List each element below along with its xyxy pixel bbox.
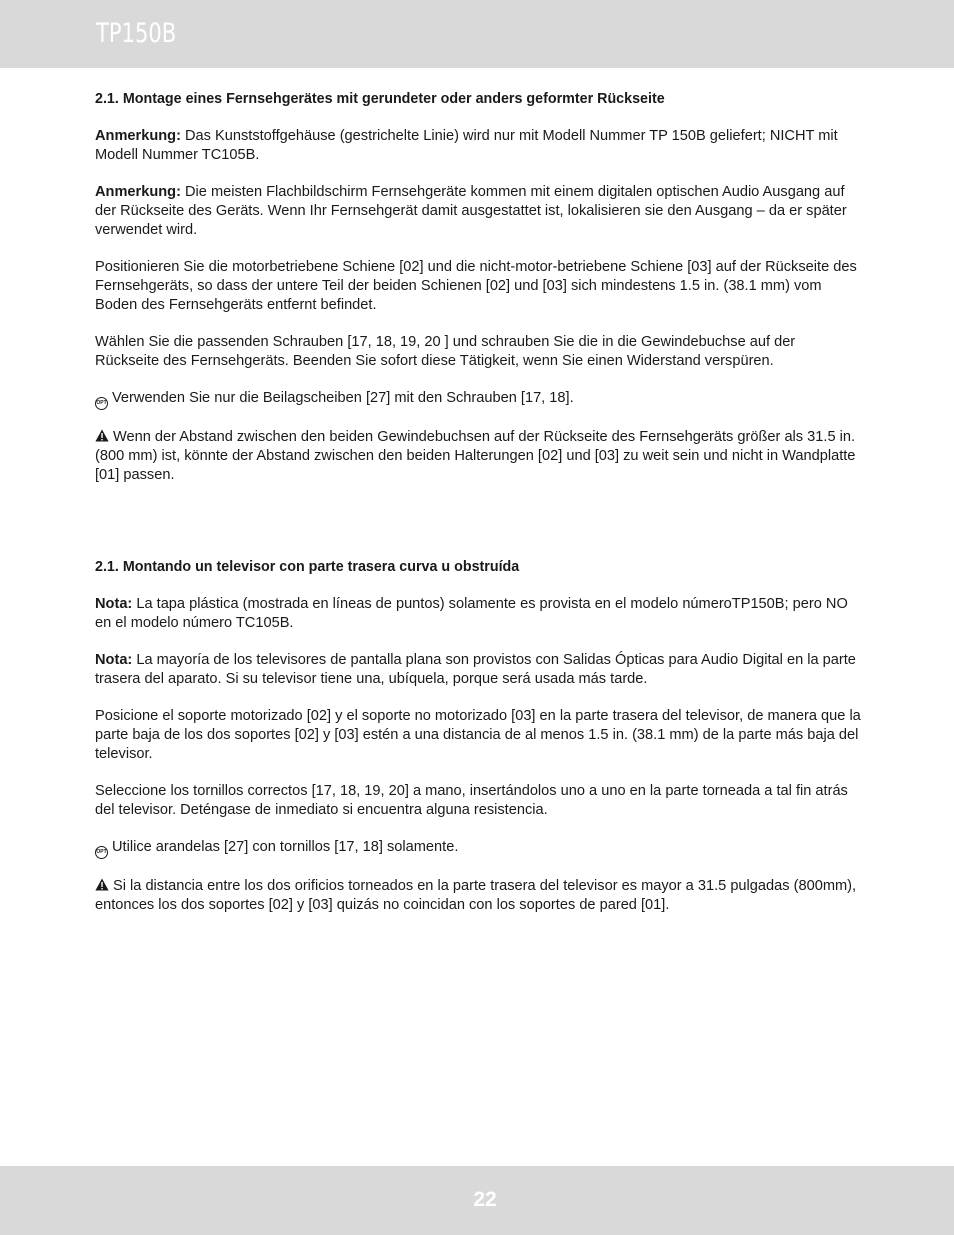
- warning-text: Si la distancia entre los dos orificios torneados en la parte trasera del televisor es mayor a 31.5 pulgadas (800mm), entonces los dos soportes [02] y [03] quizás no coincidan con los soportes de pared [01].: [95, 878, 857, 913]
- opt-icon: OPT: [95, 846, 108, 859]
- note-label: Anmerkung:: [95, 128, 181, 144]
- warning-de: [95, 428, 861, 485]
- opt-text: Verwenden Sie nur die Beilagscheiben [27] mit den Schrauben [17, 18].: [112, 390, 574, 406]
- header-title: TP150B: [96, 18, 177, 49]
- paragraph-es-screws: Seleccione los tornillos correctos [17, 18, 19, 20] a mano, insertándolos uno a uno en la parte torneada a tal fin atrás del televisor. Deténgase de inmediato si encuentra alguna resistencia.: [95, 783, 848, 818]
- paragraph-es-position: Posicione el soporte motorizado [02] y el soporte no motorizado [03] en la parte trasera del televisor, de manera que la parte baja de los dos soportes [02] y [03] estén a una distancia de al menos 1.5 in. (38.1 mm) de la parte más baja del televisor.: [95, 708, 861, 762]
- page-content: [95, 90, 861, 933]
- paragraph-de-position: Positionieren Sie die motorbetriebene Schiene [02] und die nicht-motor-betriebene Schiene [03] auf der Rückseite des Fernsehgeräts, so dass der untere Teil der beiden Schienen [02] und [03] sich mindestens 1.5 in. (38.1 mm) vom Boden des Fernsehgeräts entfernt befindet.: [95, 259, 857, 313]
- note-text: Das Kunststoffgehäuse (gestrichelte Linie) wird nur mit Modell Nummer TP 150B geliefert; NICHT mit Modell Nummer TC105B.: [95, 128, 838, 163]
- note-label: Nota:: [95, 596, 133, 612]
- warning-text: Wenn der Abstand zwischen den beiden Gewindebuchsen auf der Rückseite des Fernsehgeräts größer als 31.5 in. (800 mm) ist, könnte der Abstand zwischen den beiden Halterungen [02] und [03] zu weit sein und nicht in Wandplatte [01] passen.: [95, 429, 856, 483]
- page-header: [0, 0, 954, 68]
- warning-icon: [95, 429, 109, 442]
- note-de-2: [95, 183, 861, 240]
- note-de-1: [95, 127, 861, 165]
- note-es-2: [95, 651, 861, 689]
- section-heading-de: 2.1. Montage eines Fernsehgerätes mit gerundeter oder anders geformter Rückseite: [95, 91, 665, 107]
- paragraph-de-screws: Wählen Sie die passenden Schrauben [17, 18, 19, 20 ] und schrauben Sie die in die Gewindebuchse auf der Rückseite des Fernsehgeräts. Beenden Sie sofort diese Tätigkeit, wenn Sie einen Widerstand verspüren.: [95, 334, 796, 369]
- note-es-1: [95, 595, 861, 633]
- note-label: Anmerkung:: [95, 184, 181, 200]
- opt-icon: OPT: [95, 397, 108, 410]
- page-number: 22: [473, 1188, 497, 1211]
- page-footer: [0, 1166, 954, 1235]
- opt-note-de: [95, 389, 861, 410]
- opt-text: Utilice arandelas [27] con tornillos [17, 18] solamente.: [112, 839, 459, 855]
- note-text: La tapa plástica (mostrada en líneas de puntos) solamente es provista en el modelo númeroTP150B; pero NO en el modelo número TC105B.: [95, 596, 848, 631]
- section-gap: [95, 503, 861, 558]
- warning-es: [95, 877, 861, 915]
- warning-icon: [95, 878, 109, 891]
- note-text: La mayoría de los televisores de pantalla plana son provistos con Salidas Ópticas para Audio Digital en la parte trasera del aparato. Si su televisor tiene una, ubíquela, porque será usada más tarde.: [95, 652, 856, 687]
- opt-note-es: [95, 838, 861, 859]
- note-text: Die meisten Flachbildschirm Fernsehgeräte kommen mit einem digitalen optischen Audio Ausgang auf der Rückseite des Geräts. Wenn Ihr Fernsehgerät damit ausgestattet ist, lokalisieren sie den Ausgang – da er später verwendet wird.: [95, 184, 847, 238]
- section-heading-es: 2.1. Montando un televisor con parte trasera curva u obstruída: [95, 559, 520, 575]
- note-label: Nota:: [95, 652, 133, 668]
